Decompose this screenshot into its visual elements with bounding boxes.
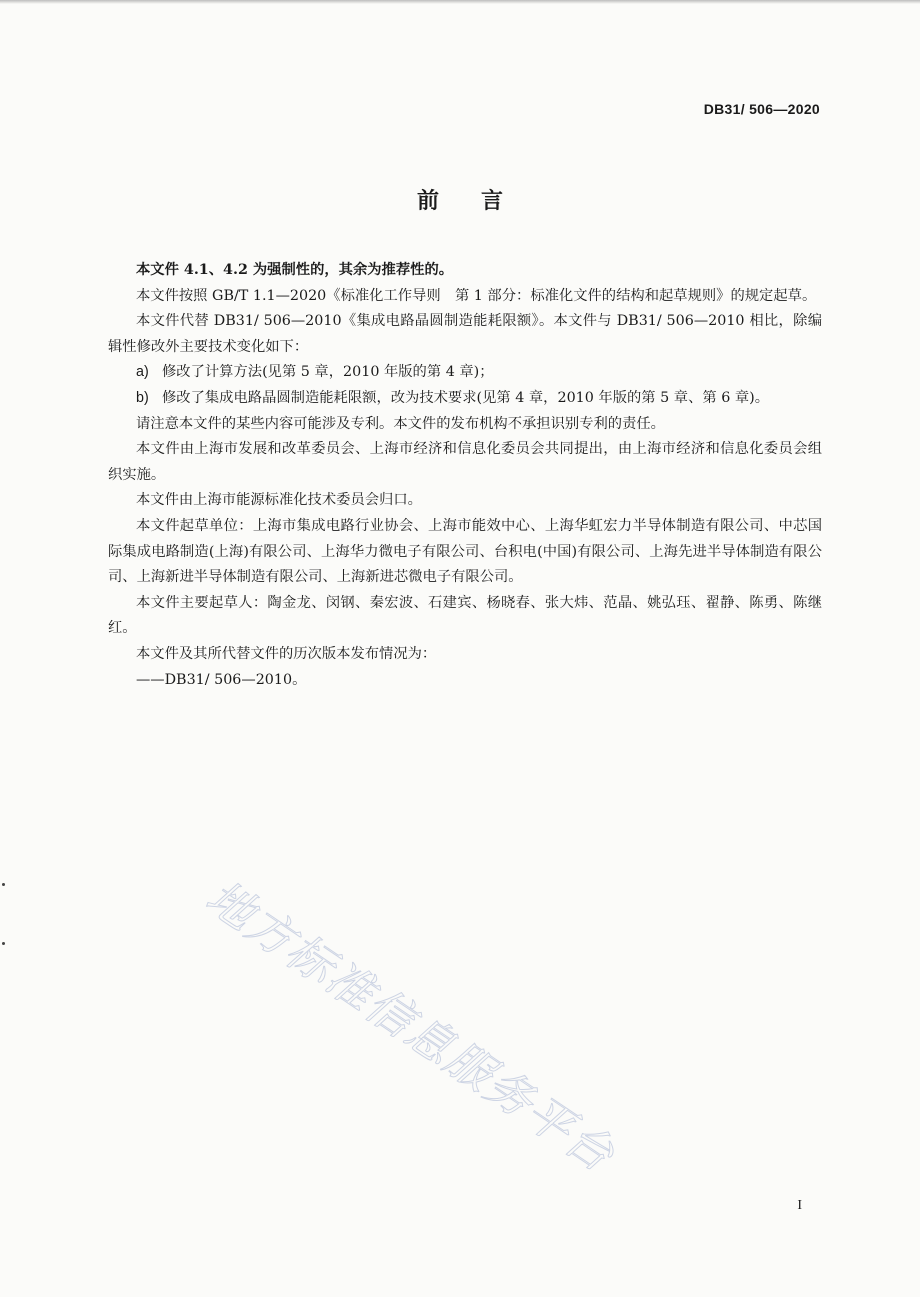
paragraph-committee: 本文件由上海市能源标准化技术委员会归口。: [136, 492, 422, 509]
paragraph-version-history: 本文件及其所代替文件的历次版本发布情况为：: [136, 645, 437, 662]
list-item-change-b: [108, 386, 822, 412]
paragraph-replacement: 本文件代替 DB31/ 506—2010《集成电路晶圆制造能耗限额》。本文件与 DB31/ 506—2010 相比，除编辑性修改外主要技术变化如下：: [108, 313, 822, 355]
list-marker: a): [136, 364, 149, 381]
section-title-foreword: 前言: [416, 189, 545, 214]
list-marker: b): [136, 389, 149, 406]
paragraph-mandatory-clauses: 本文件 4.1、4.2 为强制性的，其余为推荐性的。: [136, 262, 454, 278]
document-code: DB31/ 506—2020: [703, 101, 820, 117]
foreword-body: [108, 258, 822, 693]
watermark: 地方标准信息服务平台: [196, 869, 625, 1183]
list-item-text: 修改了集成电路晶圆制造能耗限额，改为技术要求(见第 4 章，2010 年版的第 5 章、第 6 章)。: [162, 389, 770, 406]
paragraph-drafting-organizations: 本文件起草单位：上海市集成电路行业协会、上海市能效中心、上海华虹宏力半导体制造有限公司、中芯国际集成电路制造(上海)有限公司、上海华力微电子有限公司、台积电(中国)有限公司、上海先进半导体制造有限公司、上海新进半导体制造有限公司、上海新进芯微电子有限公司。: [108, 517, 822, 586]
scan-artifact-dot: [2, 883, 5, 886]
paragraph-previous-version: ——DB31/ 506—2010。: [136, 671, 307, 688]
page-number: I: [797, 1198, 802, 1213]
paragraph-proposer: 本文件由上海市发展和改革委员会、上海市经济和信息化委员会共同提出，由上海市经济和信息化委员会组织实施。: [108, 441, 822, 483]
scan-top-edge: [0, 0, 920, 4]
scan-artifact-dot: [2, 942, 5, 945]
paragraph-drafting-rules: 本文件按照 GB/T 1.1—2020《标准化工作导则 第 1 部分：标准化文件的结构和起草规则》的规定起草。: [136, 287, 817, 304]
paragraph-patent-notice: 请注意本文件的某些内容可能涉及专利。本文件的发布机构不承担识别专利的责任。: [136, 415, 665, 432]
paragraph-drafters: 本文件主要起草人：陶金龙、闵钢、秦宏波、石建宾、杨晓春、张大炜、范晶、姚弘珏、翟静、陈勇、陈继红。: [108, 594, 822, 637]
list-item-text: 修改了计算方法(见第 5 章，2010 年版的第 4 章)；: [162, 364, 494, 381]
list-item-change-a: [108, 360, 822, 386]
